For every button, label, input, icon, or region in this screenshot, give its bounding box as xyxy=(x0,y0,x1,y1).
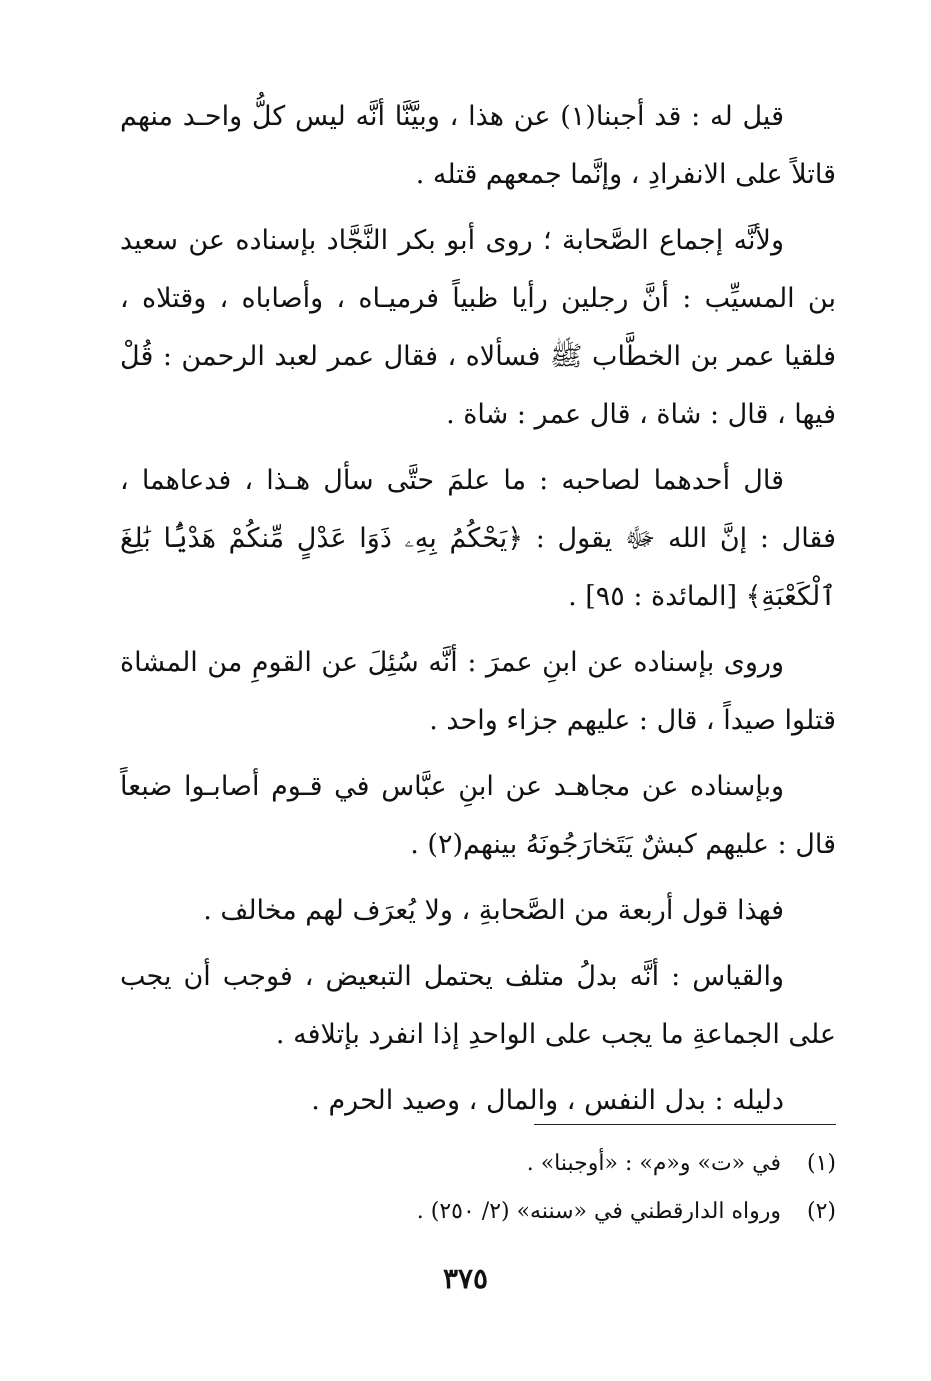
paragraph-6: فهذا قول أربعة من الصَّحابةِ ، ولا يُعرَف لهم مخالف . xyxy=(203,895,784,926)
footnote-1 xyxy=(120,1140,836,1188)
footnote-number: (٢) xyxy=(806,1199,836,1224)
paragraph-7: والقياس : أنَّه بدلُ متلف يحتمل التبعيض ، فوجب أن يجب على الجماعةِ ما يجب على الواحدِ إذا انفرد بإتلافه . xyxy=(120,961,836,1050)
footnote-text: في «ت» و«م» : «أوجبنا» . xyxy=(526,1151,781,1176)
footnotes xyxy=(120,1140,836,1236)
paragraph-3: قال أحدهما لصاحبه : ما علمَ حتَّى سأل هـذا ، فدعاهما ، فقال : إنَّ الله ﷻ يقول : ﴿يَحْكُمُ بِهِۦ ذَوَا عَدْلٍ مِّنكُمْ هَدْيًۢا بَٰلِغَ ٱلْكَعْبَةِ﴾ [المائدة : ٩٥] . xyxy=(120,465,836,612)
page-body xyxy=(120,88,836,1138)
paragraph-4: وروى بإسناده عن ابنِ عمرَ : أنَّه سُئِلَ عن القومِ من المشاة قتلوا صيداً ، قال : عليهم جزاء واحد . xyxy=(120,647,836,736)
footnote-number: (١) xyxy=(806,1151,836,1176)
footnote-2 xyxy=(120,1188,836,1236)
paragraph-8: دليله : بدل النفس ، والمال ، وصيد الحرم . xyxy=(311,1085,784,1116)
footnote-text: ورواه الدارقطني في «سننه» (٢/ ٢٥٠) . xyxy=(416,1199,781,1224)
paragraph-2: ولأنَّه إجماع الصَّحابة ؛ روى أبو بكر النَّجَّاد بإسناده عن سعيد بن المسيِّب : أنَّ رجلين رأيا ظبياً فرميـاه ، وأصاباه ، وقتلاه ، فلقيا عمر بن الخطَّاب ﷺ فسألاه ، فقال عمر لعبد الرحمن : قُلْ فيها ، قال : شاة ، قال عمر : شاة . xyxy=(120,225,836,430)
paragraph-1: قيل له : قد أجبنا(١) عن هذا ، وبيَّنَّا أنَّه ليس كلُّ واحـد منهم قاتلاً على الانفرادِ ، وإنَّما جمعهم قتله . xyxy=(120,101,836,190)
footnote-divider xyxy=(534,1124,836,1125)
paragraph-5: وبإسناده عن مجاهـد عن ابنِ عبَّاس في قـوم أصابـوا ضبعاً قال : عليهم كبشٌ يَتَخارَجُونَهُ بينهم(٢) . xyxy=(120,771,836,860)
page-number: ٣٧٥ xyxy=(442,1262,489,1295)
